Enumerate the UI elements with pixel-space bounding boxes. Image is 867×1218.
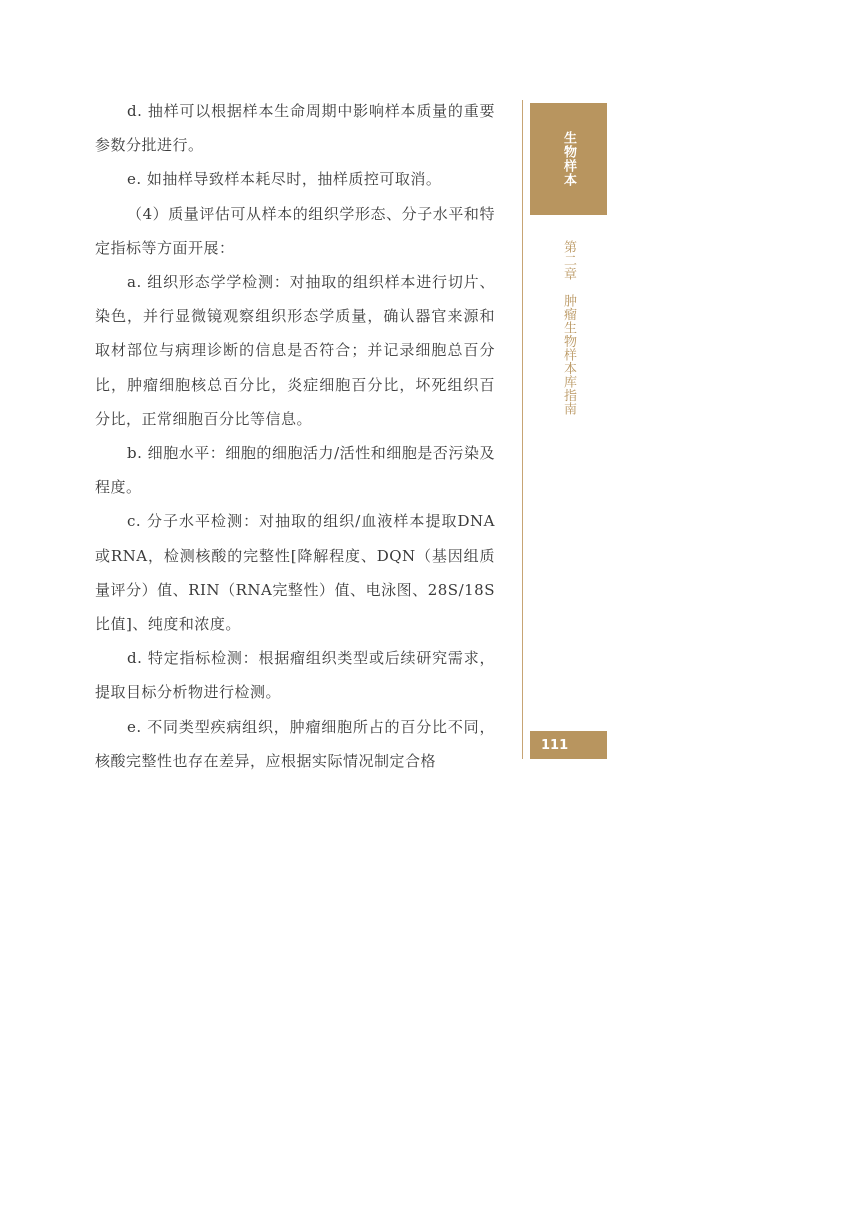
paragraph-d-specific-indicators: d. 特定指标检测：根据瘤组织类型或后续研究需求，提取目标分析物进行检测。 (95, 649, 495, 702)
paragraph-d-sampling-batches: d. 抽样可以根据样本生命周期中影响样本质量的重要参数分批进行。 (95, 102, 495, 155)
chapter-title-block (530, 240, 607, 416)
section-tab (530, 103, 607, 215)
paragraph-e-different-tissues: e. 不同类型疾病组织，肿瘤细胞所占的百分比不同，核酸完整性也存在差异，应根据实际情况制定合格 (95, 717, 495, 770)
paragraph-e-sampling-exhausted: e. 如抽样导致样本耗尽时，抽样质控可取消。 (127, 170, 442, 189)
section-tab-label: 生物样本 (561, 131, 576, 187)
chapter-title: 第二章 肿瘤生物样本库指南 (561, 240, 576, 416)
paragraph-a-histology: a. 组织形态学学检测：对抽取的组织样本进行切片、染色，并行显微镜观察组织形态学质量，确认器官来源和取材部位与病理诊断的信息是否符合；并记录细胞总百分比，肿瘤细胞核总百分比，炎症细胞百分比，坏死组织百分比，正常细胞百分比等信息。 (95, 273, 495, 428)
body-text (95, 94, 495, 778)
paragraph-b-cell-level: b. 细胞水平：细胞的细胞活力/活性和细胞是否污染及程度。 (95, 444, 495, 497)
page-number: 111 (530, 731, 607, 759)
paragraph-4-quality-assessment: （4）质量评估可从样本的组织学形态、分子水平和特定指标等方面开展： (95, 204, 495, 257)
paragraph-c-molecular-level: c. 分子水平检测：对抽取的组织/血液样本提取DNA或RNA，检测核酸的完整性[降解程度、DQN（基因组质量评分）值、RIN（RNA完整性）值、电泳图、28S/18S 比值]、纯度和浓度。 (95, 512, 495, 634)
sidebar-divider (522, 100, 523, 759)
